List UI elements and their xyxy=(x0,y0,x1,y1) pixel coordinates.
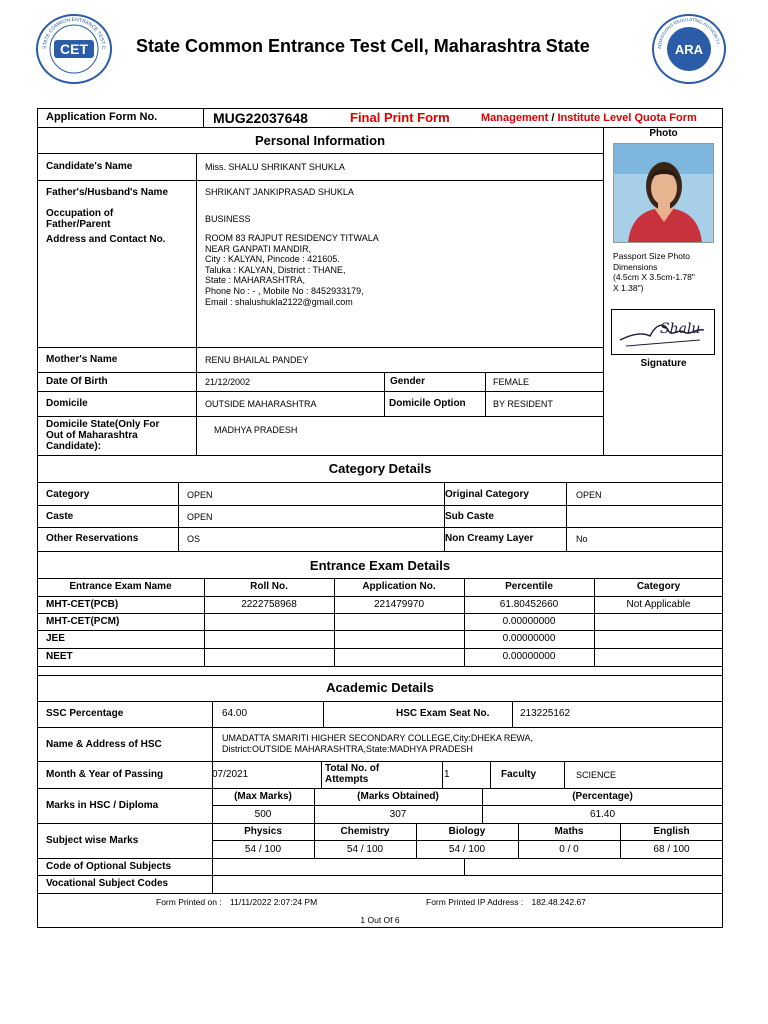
address-line-6: Phone No : - , Mobile No : 8452933179, xyxy=(205,285,364,296)
page-title: State Common Entrance Test Cell, Maharashtra State xyxy=(136,36,590,56)
hsc-seat-value: 213225162 xyxy=(520,708,571,719)
address-line-7: Email : shalushukla2122@gmail.com xyxy=(205,296,353,307)
exam-percentile: 61.80452660 xyxy=(499,599,559,610)
marks-label: Marks in HSC / Diploma xyxy=(46,800,159,811)
exam-application: 221479970 xyxy=(373,599,425,610)
marks-english: 68 / 100 xyxy=(653,844,690,855)
cet-logo-text: CET xyxy=(60,41,88,57)
dob: 21/12/2002 xyxy=(205,377,251,387)
vocational-codes-label: Vocational Subject Codes xyxy=(46,878,169,889)
photo-label: Photo xyxy=(649,128,678,139)
exam-col-application: Application No. xyxy=(362,581,436,592)
photo-note-line4: X 1.38") xyxy=(613,282,644,293)
domicile-state-label-line1: Domicile State(Only For xyxy=(46,419,160,430)
hsc-name-label: Name & Address of HSC xyxy=(46,739,162,750)
address-block xyxy=(205,233,379,307)
domicile-state: MADHYA PRADESH xyxy=(214,425,298,435)
exam-category: Not Applicable xyxy=(626,599,691,610)
domicile-state-label-line2: Out of Maharashtra xyxy=(46,430,138,441)
exam-name: NEET xyxy=(46,651,73,662)
printed-ip-value: 182.48.242.67 xyxy=(531,897,586,907)
cet-logo-ring: STATE COMMON ENTRANCE TEST C xyxy=(41,16,107,50)
subject-chemistry: Chemistry xyxy=(340,826,390,837)
attempts-value: 1 xyxy=(444,769,450,780)
subject-marks-label: Subject wise Marks xyxy=(46,835,139,846)
percentage-value: 61.40 xyxy=(589,809,616,820)
dob-label: Date Of Birth xyxy=(46,376,108,387)
domicile-state-label xyxy=(46,419,159,452)
non-creamy-layer-label: Non Creamy Layer xyxy=(445,533,534,544)
exam-col-percentile: Percentile xyxy=(505,581,553,592)
attempts-label xyxy=(325,763,379,785)
max-marks-label: (Max Marks) xyxy=(234,791,292,802)
exam-roll: 2222758968 xyxy=(241,599,297,610)
address-line-5: State : MAHARASHTRA, xyxy=(205,275,306,286)
hsc-name-line2: District:OUTSIDE MAHARASHTRA,State:MADHYA PRADESH xyxy=(222,744,473,754)
address-line-3: City : KALYAN, Pincode : 421605. xyxy=(205,254,340,265)
caste-value: OPEN xyxy=(187,512,213,522)
quota-form-label xyxy=(481,112,697,124)
non-creamy-layer-value: No xyxy=(576,534,588,544)
father-name-label: Father's/Husband's Name xyxy=(46,187,169,198)
mother-name-label: Mother's Name xyxy=(46,354,118,365)
personal-info-heading: Personal Information xyxy=(254,133,386,148)
marks-physics: 54 / 100 xyxy=(244,844,282,855)
page-number: 1 Out Of 6 xyxy=(360,915,400,925)
candidate-name-label: Candidate's Name xyxy=(46,161,133,172)
printed-ip-label: Form Printed IP Address : xyxy=(426,897,524,907)
occupation-label-line1: Occupation of xyxy=(46,208,114,219)
category-heading: Category Details xyxy=(328,461,432,476)
quota-separator: / xyxy=(551,112,555,124)
printed-on-label: Form Printed on : xyxy=(156,897,222,907)
printed-on-value: 11/11/2022 2:07:24 PM xyxy=(230,897,318,907)
ara-logo-text: ARA xyxy=(674,42,704,57)
quota-management: Management xyxy=(481,112,549,124)
ssc-value: 64.00 xyxy=(222,708,248,719)
sub-caste-label: Sub Caste xyxy=(445,511,494,522)
hsc-seat-label: HSC Exam Seat No. xyxy=(396,708,490,719)
occupation-label xyxy=(46,208,113,230)
faculty-value: SCIENCE xyxy=(576,770,617,780)
domicile-option-label: Domicile Option xyxy=(389,398,466,409)
occupation: BUSINESS xyxy=(205,214,251,224)
candidate-photo xyxy=(613,143,714,243)
passing-label: Month & Year of Passing xyxy=(46,769,164,780)
exam-percentile: 0.00000000 xyxy=(502,651,556,662)
exam-col-roll: Roll No. xyxy=(250,581,288,592)
application-no: MUG22037648 xyxy=(213,110,308,126)
photo-dimensions-note xyxy=(613,251,695,293)
ara-logo-ring: ADMISSIONS REGULATING AUTHORITY · xyxy=(656,16,721,50)
hsc-name-block xyxy=(222,733,533,755)
signature-box xyxy=(611,309,715,355)
other-reservations-value: OS xyxy=(187,534,201,544)
category-label: Category xyxy=(46,489,90,500)
optional-subjects-label: Code of Optional Subjects xyxy=(46,861,172,872)
signature-label: Signature xyxy=(640,358,687,369)
hsc-name-line1: UMADATTA SMARITI HIGHER SECONDARY COLLEGE,City:DHEKA REWA, xyxy=(222,733,534,743)
application-no-label: Application Form No. xyxy=(46,111,158,123)
ara-logo-art xyxy=(654,16,724,82)
attempts-label-line1: Total No. of xyxy=(325,763,380,774)
address-line-1: ROOM 83 RAJPUT RESIDENCY TITWALA xyxy=(205,233,379,243)
gender: FEMALE xyxy=(493,377,530,387)
domicile-label: Domicile xyxy=(46,398,88,409)
caste-label: Caste xyxy=(46,511,74,522)
domicile: OUTSIDE MAHARASHTRA xyxy=(205,399,317,409)
address-line-2: NEAR GANPATI MANDIR, xyxy=(205,243,312,254)
mother-name: RENU BHAILAL PANDEY xyxy=(205,355,309,365)
subject-english: English xyxy=(653,826,690,837)
faculty-label: Faculty xyxy=(501,769,537,780)
marks-obtained-label: (Marks Obtained) xyxy=(357,791,439,802)
printed-ip xyxy=(426,897,586,907)
exam-percentile: 0.00000000 xyxy=(502,633,556,644)
category-value: OPEN xyxy=(187,490,213,500)
marks-chemistry: 54 / 100 xyxy=(346,844,384,855)
quota-institute: Institute Level Quota Form xyxy=(557,112,697,124)
address-line-4: Taluka : KALYAN, District : THANE, xyxy=(205,264,346,275)
cet-logo xyxy=(36,14,112,84)
exam-col-category: Category xyxy=(636,581,681,592)
address-label: Address and Contact No. xyxy=(46,234,166,245)
final-print-label: Final Print Form xyxy=(350,110,450,125)
father-name: SHRIKANT JANKIPRASAD SHUKLA xyxy=(205,187,354,197)
photo-art xyxy=(614,144,714,243)
signature-art xyxy=(612,310,714,354)
subject-maths: Maths xyxy=(554,826,584,837)
other-reservations-label: Other Reservations xyxy=(46,533,139,544)
photo-note-line1: Passport Size Photo xyxy=(613,251,691,261)
exam-name: MHT-CET(PCM) xyxy=(46,616,120,627)
occupation-label-line2: Father/Parent xyxy=(46,219,111,230)
subject-physics: Physics xyxy=(244,826,282,837)
candidate-name: Miss. SHALU SHRIKANT SHUKLA xyxy=(205,162,345,172)
marks-obtained-value: 307 xyxy=(389,809,407,820)
exam-percentile: 0.00000000 xyxy=(502,616,556,627)
gender-label: Gender xyxy=(390,376,426,387)
cet-logo-art xyxy=(38,16,110,82)
original-category-value: OPEN xyxy=(576,490,602,500)
printed-on xyxy=(156,897,317,907)
subject-biology: Biology xyxy=(448,826,486,837)
passing-value: 07/2021 xyxy=(212,769,249,780)
domicile-option: BY RESIDENT xyxy=(493,399,553,409)
ssc-label: SSC Percentage xyxy=(46,708,124,719)
marks-biology: 54 / 100 xyxy=(448,844,486,855)
signature-text: Shalu xyxy=(660,321,701,337)
academic-heading: Academic Details xyxy=(326,680,434,695)
attempts-label-line2: Attempts xyxy=(325,774,369,785)
domicile-state-label-line3: Candidate): xyxy=(46,441,101,452)
exam-name: JEE xyxy=(46,633,65,644)
exam-col-name: Entrance Exam Name xyxy=(69,581,172,592)
photo-note-line2: Dimensions xyxy=(613,261,658,272)
max-marks-value: 500 xyxy=(254,809,272,820)
exam-heading: Entrance Exam Details xyxy=(309,558,451,573)
exam-name: MHT-CET(PCB) xyxy=(46,599,119,610)
original-category-label: Original Category xyxy=(445,489,529,500)
marks-maths: 0 / 0 xyxy=(559,844,579,855)
percentage-label: (Percentage) xyxy=(572,791,633,802)
ara-logo xyxy=(652,14,726,84)
photo-note-line3: (4.5cm X 3.5cm-1.78" xyxy=(613,272,695,282)
